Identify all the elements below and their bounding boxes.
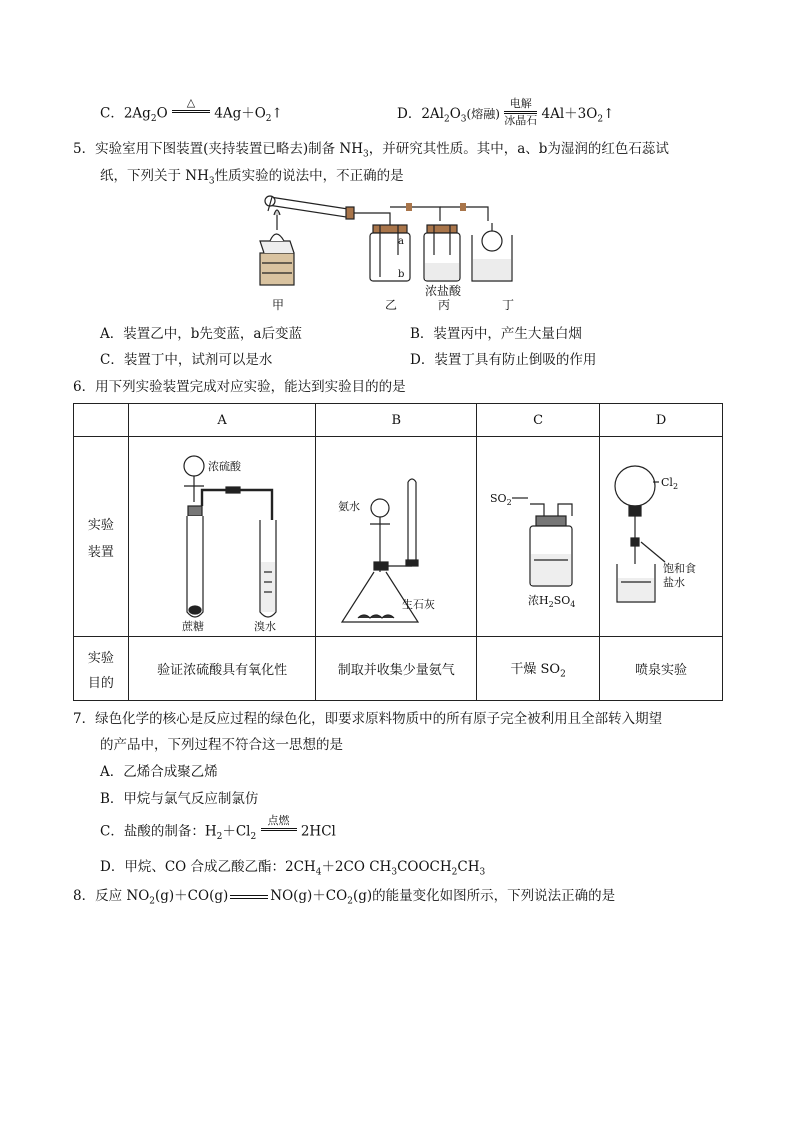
table-header-row	[74, 404, 723, 437]
svg-text:a: a	[398, 236, 404, 247]
heated-test-tube	[265, 196, 354, 219]
svg-text:氨水: 氨水	[338, 499, 361, 513]
q8-stem: 8．反应 $NO_2(g)+CO(g)$ $NO(g)+CO_2(g)$的能量变化如图所示，下列说法正确的是	[73, 888, 616, 907]
equilibrium-sign	[230, 895, 268, 899]
svg-text:蔗糖: 蔗糖	[182, 619, 205, 632]
q7-option-d: D．甲烷、CO 合成乙酸乙酯：$2CH_4+2CO$ $CH_3COOCH_2CH_3$	[100, 859, 486, 878]
q6-stem: 6．用下列实验装置完成对应实验，能达到实验目的的是	[73, 379, 406, 395]
q7-stem-line1: 7．绿色化学的核心是反应过程的绿色化，即要求原料物质中的所有原子完全被利用且全部转入期望	[73, 711, 663, 727]
q5-stem-line2: 纸，下列关于 $NH_3$性质实验的说法中，不正确的是	[100, 168, 404, 187]
svg-text:盐水: 盐水	[663, 575, 686, 589]
table-row-apparatus	[74, 437, 723, 637]
row-header-apparatus: 实验 装置	[74, 437, 129, 637]
column-header-d: D	[600, 404, 723, 437]
purpose-d: 喷泉实验	[600, 637, 723, 701]
q5-option-b: B．装置丙中，产生大量白烟	[410, 326, 582, 342]
row-header-purpose: 实验 目的	[74, 637, 129, 701]
apparatus-a	[128, 437, 316, 637]
apparatus-c	[477, 437, 600, 637]
ignite-condition: 点燃	[261, 815, 297, 843]
q5-option-c: C．装置丁中，试剂可以是水	[100, 352, 273, 368]
q7-stem-line2: 的产品中，下列过程不符合这一思想的是	[100, 737, 343, 753]
column-header-b: B	[316, 404, 477, 437]
svg-text:Cl2: $Cl_2$	[661, 475, 679, 491]
svg-text:SO2: $SO_2$	[490, 491, 512, 507]
heat-condition: △	[172, 97, 210, 125]
svg-text:丙: 丙	[438, 298, 451, 312]
svg-text:丁: 丁	[502, 298, 515, 312]
svg-text:乙: 乙	[385, 298, 398, 312]
q5-stem-line1: 5．实验室用下图装置(夹持装置已略去)制备 $NH_3$，并研究其性质。其中，a、b为湿润的红色石蕊试	[73, 141, 669, 160]
column-header-a: A	[128, 404, 316, 437]
purpose-a: 验证浓硫酸具有氧化性	[128, 637, 316, 701]
purpose-b: 制取并收集少量氨气	[316, 637, 477, 701]
svg-text:生石灰: 生石灰	[402, 597, 436, 611]
svg-text:b: b	[398, 269, 405, 280]
svg-text:浓硫酸: 浓硫酸	[208, 459, 242, 473]
q4-option-c: C．$2Ag_2O$ △ $4Ag+O_2↑$	[100, 96, 283, 125]
apparatus-d	[600, 437, 723, 637]
apparatus-b	[316, 437, 477, 637]
svg-text:浓H2SO4: 浓$H_2SO_4$	[528, 593, 576, 609]
q5-option-d: D．装置丁具有防止倒吸的作用	[410, 352, 597, 368]
alcohol-lamp	[260, 210, 294, 285]
beaker-ding	[472, 223, 512, 281]
table-corner-cell	[74, 404, 129, 437]
svg-text:浓盐酸: 浓盐酸	[425, 284, 462, 298]
q4-option-d: D．$2Al_2O_3$(熔融) 电解 冰晶石 $4Al+3O_2↑$	[397, 97, 615, 127]
svg-text:甲: 甲	[272, 298, 285, 312]
electrolysis-condition: 电解 冰晶石	[504, 97, 538, 127]
table-row-purpose	[74, 637, 723, 701]
q5-apparatus-figure	[240, 185, 540, 317]
q7-option-a: A．乙烯合成聚乙烯	[100, 764, 218, 780]
purpose-c: 干燥 $SO_2$	[477, 637, 600, 701]
q7-option-c: C．盐酸的制备：$H_2+Cl_2$ 点燃 2HCl	[100, 814, 336, 843]
bottle-bing	[424, 225, 460, 281]
svg-text:溴水: 溴水	[254, 619, 277, 632]
column-header-c: C	[477, 404, 600, 437]
q7-option-b: B．甲烷与氯气反应制氯仿	[100, 791, 259, 807]
svg-text:饱和食: 饱和食	[663, 561, 697, 575]
bottle-yi	[370, 225, 410, 281]
q6-experiment-table	[73, 403, 723, 701]
q5-option-a: A．装置乙中，b先变蓝，a后变蓝	[100, 326, 302, 342]
